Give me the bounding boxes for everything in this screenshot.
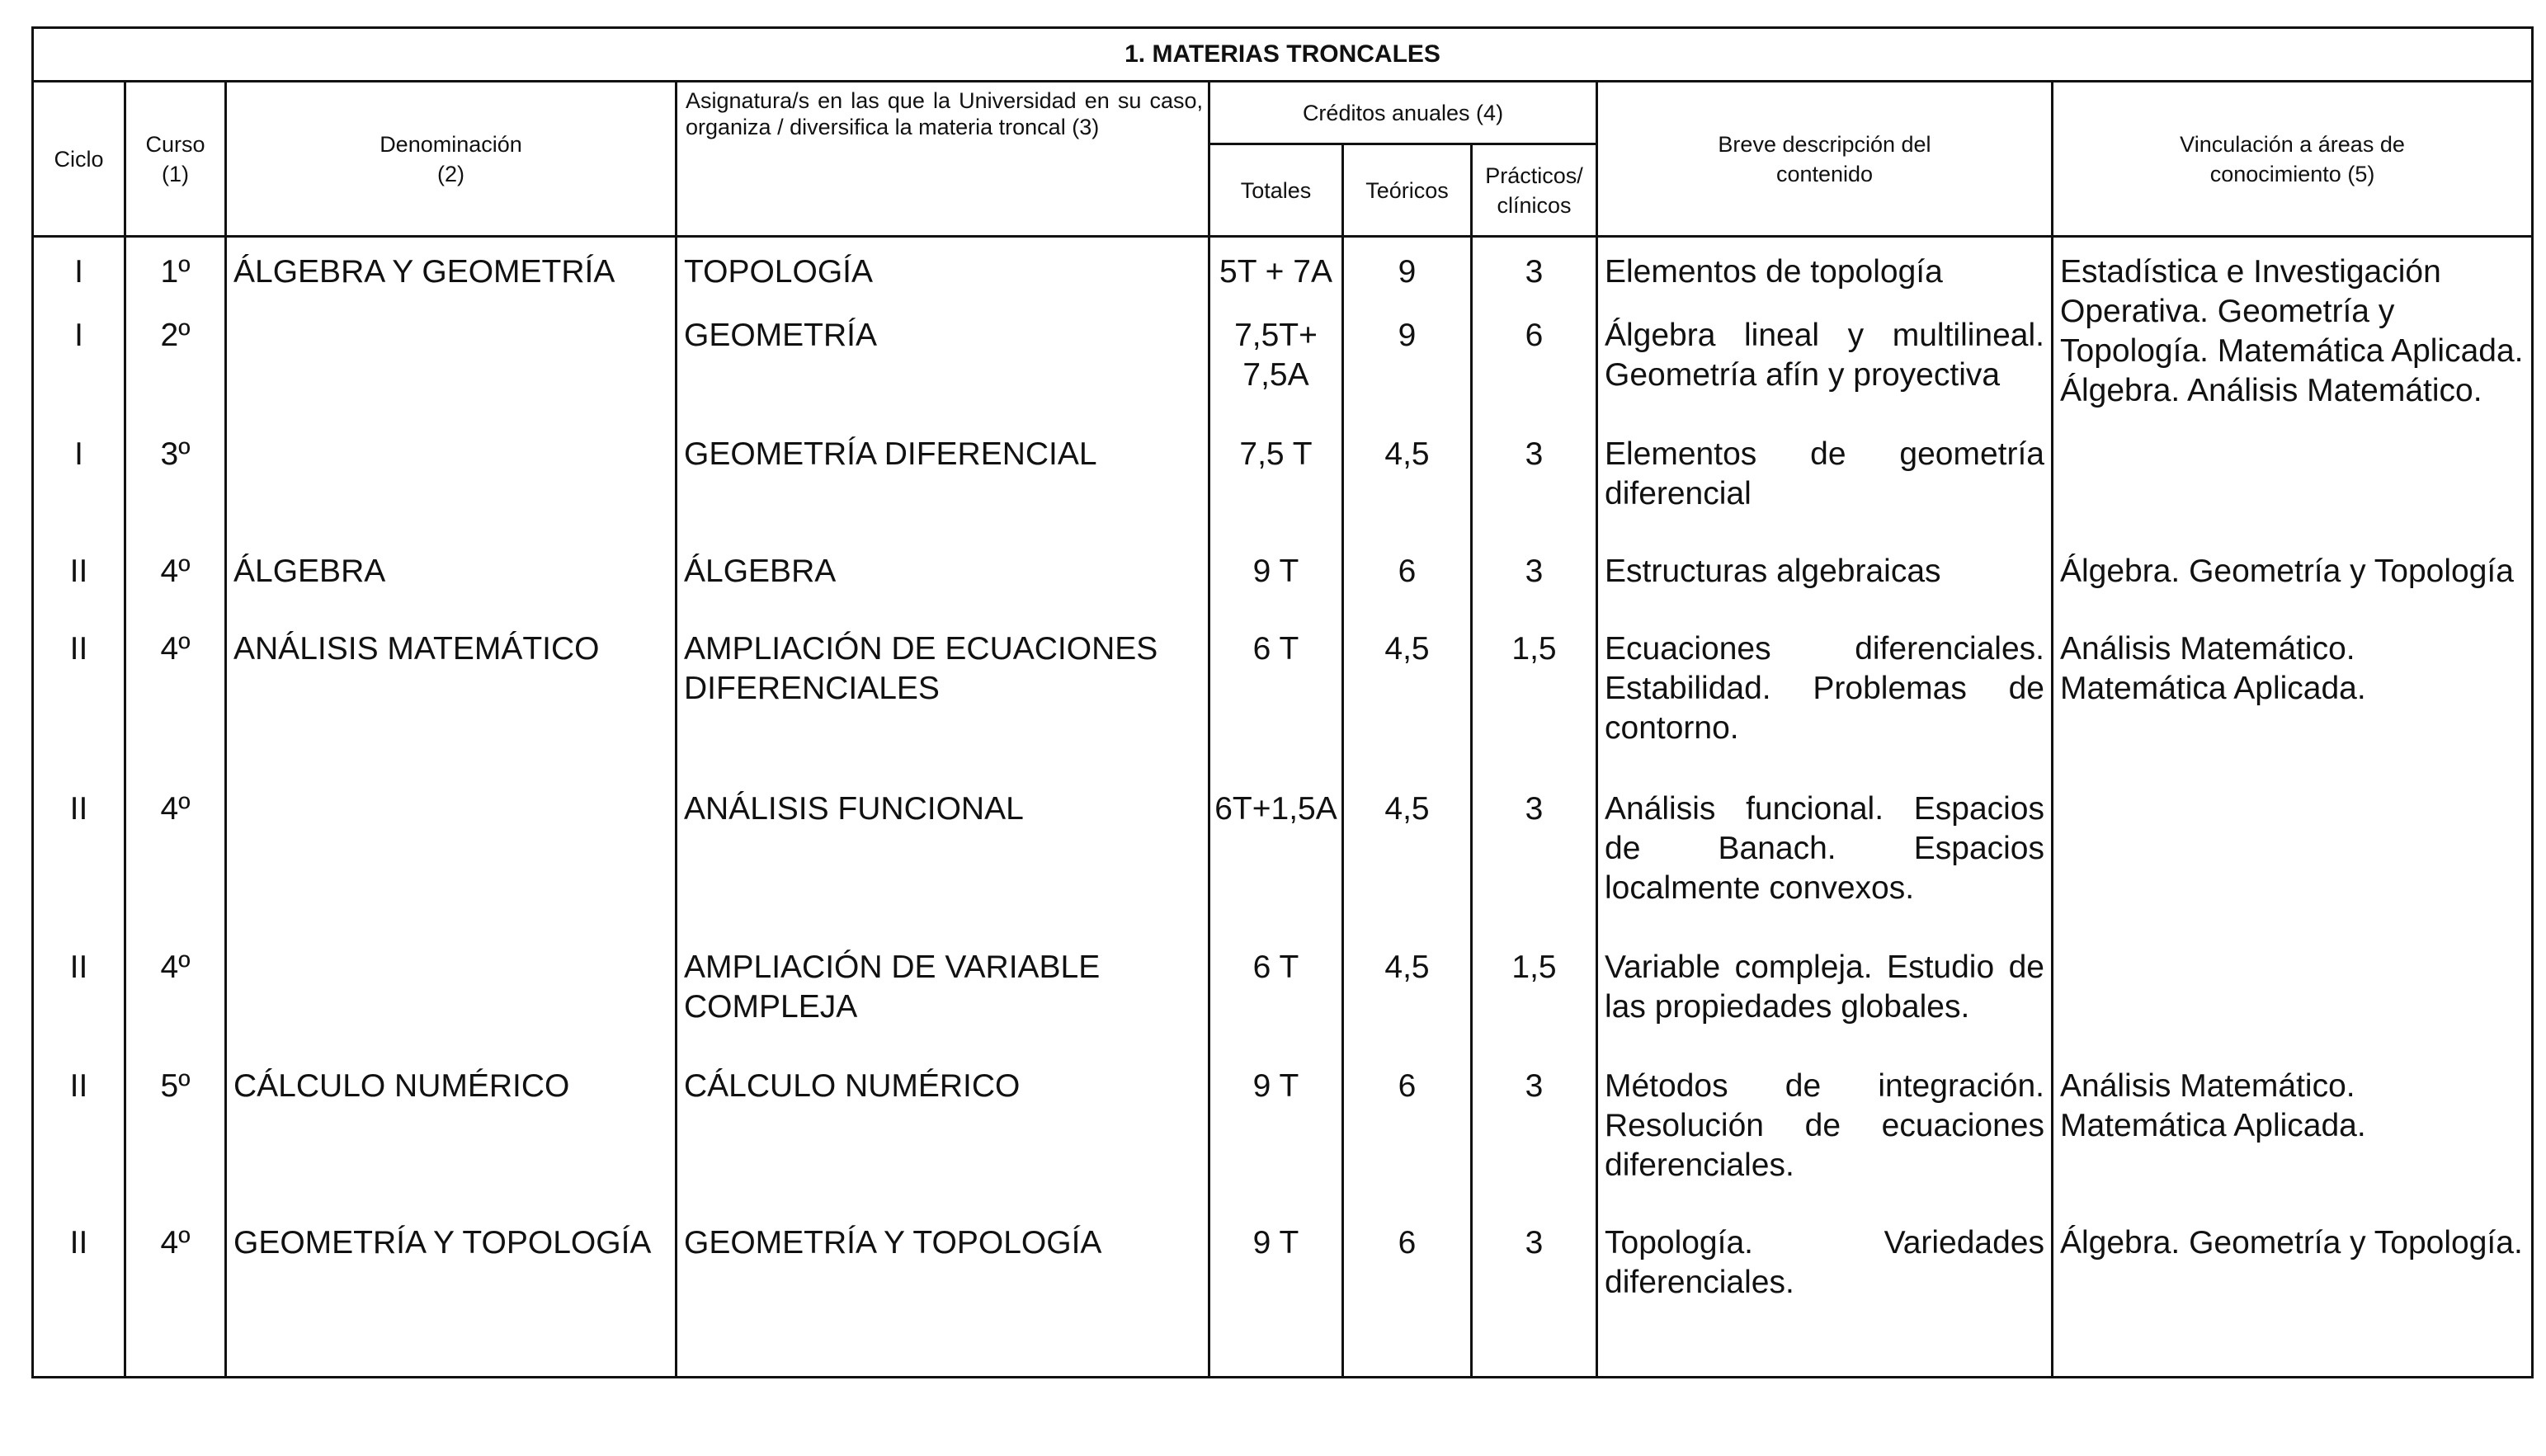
- cell-teoricos: 9: [1343, 316, 1472, 435]
- cell-totales: 5T + 7A: [1209, 237, 1343, 316]
- header-creditos: Créditos anuales (4): [1209, 82, 1597, 144]
- cell-ciclo: I: [33, 316, 125, 435]
- cell-denominacion: ÁLGEBRA: [226, 552, 677, 629]
- cell-curso: 4º: [125, 552, 226, 629]
- table-title: 1. MATERIAS TRONCALES: [33, 28, 2533, 82]
- header-practicos: Prácticos/ clínicos: [1472, 144, 1597, 237]
- cell-vinculacion: Álgebra. Geometría y Topología: [2053, 552, 2533, 629]
- cell-denominacion: [226, 789, 677, 948]
- cell-ciclo: II: [33, 789, 125, 948]
- cell-vinculacion: Análisis Matemático. Matemática Aplicada.: [2053, 629, 2533, 1067]
- cell-ciclo: II: [33, 629, 125, 789]
- cell-vinculacion: Estadística e Investigación Operativa. Geometría y Topología. Matemática Aplicada. Álgebra. Análisis Matemático.: [2053, 237, 2533, 552]
- cell-practicos: 3: [1472, 435, 1597, 552]
- cell-ciclo: I: [33, 435, 125, 552]
- cell-descripcion: Análisis funcional. Espacios de Banach. Espacios localmente convexos.: [1597, 789, 2053, 948]
- cell-practicos: 3: [1472, 237, 1597, 316]
- cell-curso: 4º: [125, 789, 226, 948]
- cell-totales: 9 T: [1209, 1223, 1343, 1378]
- cell-descripcion: Variable compleja. Estudio de las propiedades globales.: [1597, 948, 2053, 1067]
- cell-curso: 4º: [125, 948, 226, 1067]
- table-row: [33, 1067, 2533, 1223]
- header-descripcion: [1597, 82, 2053, 237]
- cell-denominacion: GEOMETRÍA Y TOPOLOGÍA: [226, 1223, 677, 1378]
- cell-totales: 9 T: [1209, 1067, 1343, 1223]
- cell-curso: 4º: [125, 629, 226, 789]
- cell-asignatura: GEOMETRÍA: [677, 316, 1209, 435]
- cell-descripcion: Métodos de integración. Resolución de ecuaciones diferenciales.: [1597, 1067, 2053, 1223]
- header-descripcion-label: Breve descripción del contenido: [1718, 131, 1931, 186]
- cell-totales: 6T+1,5A: [1209, 789, 1343, 948]
- cell-teoricos: 6: [1343, 552, 1472, 629]
- cell-asignatura: CÁLCULO NUMÉRICO: [677, 1067, 1209, 1223]
- cell-descripcion: Ecuaciones diferenciales. Estabilidad. Problemas de contorno.: [1597, 629, 2053, 789]
- materias-troncales-table: [31, 26, 2534, 1378]
- header-curso: [125, 82, 226, 237]
- cell-practicos: 3: [1472, 789, 1597, 948]
- cell-totales-text: 7,5T+ 7,5A: [1234, 317, 1318, 393]
- header-curso-label: Curso: [145, 131, 205, 157]
- cell-descripcion: Elementos de topología: [1597, 237, 2053, 316]
- cell-denominacion: [226, 316, 677, 435]
- cell-asignatura: GEOMETRÍA DIFERENCIAL: [677, 435, 1209, 552]
- header-denominacion-label: Denominación: [380, 131, 522, 157]
- cell-practicos: 3: [1472, 552, 1597, 629]
- cell-ciclo: II: [33, 948, 125, 1067]
- cell-descripcion: Álgebra lineal y multilineal. Geometría afín y proyectiva: [1597, 316, 2053, 435]
- header-vinculacion-label: Vinculación a áreas de conocimiento (5): [2180, 131, 2405, 186]
- cell-teoricos: 9: [1343, 237, 1472, 316]
- cell-descripcion: Topología. Variedades diferenciales.: [1597, 1223, 2053, 1378]
- cell-descripcion: Estructuras algebraicas: [1597, 552, 2053, 629]
- cell-denominacion: [226, 435, 677, 552]
- cell-curso: 4º: [125, 1223, 226, 1378]
- cell-practicos: 6: [1472, 316, 1597, 435]
- cell-curso: 5º: [125, 1067, 226, 1223]
- table-row: [33, 1223, 2533, 1378]
- cell-denominacion: ÁLGEBRA Y GEOMETRÍA: [226, 237, 677, 316]
- cell-descripcion: Elementos de geometría diferencial: [1597, 435, 2053, 552]
- cell-totales: [1209, 316, 1343, 435]
- cell-totales: 9 T: [1209, 552, 1343, 629]
- cell-teoricos: 4,5: [1343, 789, 1472, 948]
- table-row: [33, 237, 2533, 316]
- cell-practicos: 1,5: [1472, 629, 1597, 789]
- cell-curso: 1º: [125, 237, 226, 316]
- cell-practicos: 3: [1472, 1067, 1597, 1223]
- cell-asignatura: ANÁLISIS FUNCIONAL: [677, 789, 1209, 948]
- cell-teoricos: 4,5: [1343, 435, 1472, 552]
- cell-teoricos: 6: [1343, 1223, 1472, 1378]
- cell-totales: 6 T: [1209, 629, 1343, 789]
- header-curso-note: (1): [162, 161, 189, 186]
- header-teoricos: Teóricos: [1343, 144, 1472, 237]
- cell-denominacion: CÁLCULO NUMÉRICO: [226, 1067, 677, 1223]
- header-denominacion: [226, 82, 677, 237]
- cell-totales: 6 T: [1209, 948, 1343, 1067]
- cell-ciclo: II: [33, 1223, 125, 1378]
- cell-teoricos: 4,5: [1343, 948, 1472, 1067]
- cell-asignatura: GEOMETRÍA Y TOPOLOGÍA: [677, 1223, 1209, 1378]
- cell-teoricos: 4,5: [1343, 629, 1472, 789]
- cell-totales: 7,5 T: [1209, 435, 1343, 552]
- cell-asignatura: TOPOLOGÍA: [677, 237, 1209, 316]
- cell-practicos: 3: [1472, 1223, 1597, 1378]
- cell-ciclo: I: [33, 237, 125, 316]
- cell-vinculacion: Álgebra. Geometría y Topología.: [2053, 1223, 2533, 1378]
- materias-troncales-sheet: [31, 26, 2534, 1378]
- cell-asignatura: AMPLIACIÓN DE VARIABLE COMPLEJA: [677, 948, 1209, 1067]
- cell-teoricos: 6: [1343, 1067, 1472, 1223]
- cell-asignatura: ÁLGEBRA: [677, 552, 1209, 629]
- cell-denominacion: [226, 948, 677, 1067]
- header-totales: Totales: [1209, 144, 1343, 237]
- cell-curso: 2º: [125, 316, 226, 435]
- table-row: [33, 629, 2533, 789]
- cell-denominacion: ANÁLISIS MATEMÁTICO: [226, 629, 677, 789]
- table-row: [33, 552, 2533, 629]
- cell-asignatura: AMPLIACIÓN DE ECUACIONES DIFERENCIALES: [677, 629, 1209, 789]
- header-denominacion-note: (2): [437, 161, 464, 186]
- cell-ciclo: II: [33, 552, 125, 629]
- cell-curso: 3º: [125, 435, 226, 552]
- cell-practicos: 1,5: [1472, 948, 1597, 1067]
- header-vinculacion: [2053, 82, 2533, 237]
- header-ciclo: Ciclo: [33, 82, 125, 237]
- cell-vinculacion: Análisis Matemático. Matemática Aplicada.: [2053, 1067, 2533, 1223]
- cell-ciclo: II: [33, 1067, 125, 1223]
- header-asignaturas: Asignatura/s en las que la Universidad en su caso, organiza / diversifica la materia troncal (3): [677, 82, 1209, 237]
